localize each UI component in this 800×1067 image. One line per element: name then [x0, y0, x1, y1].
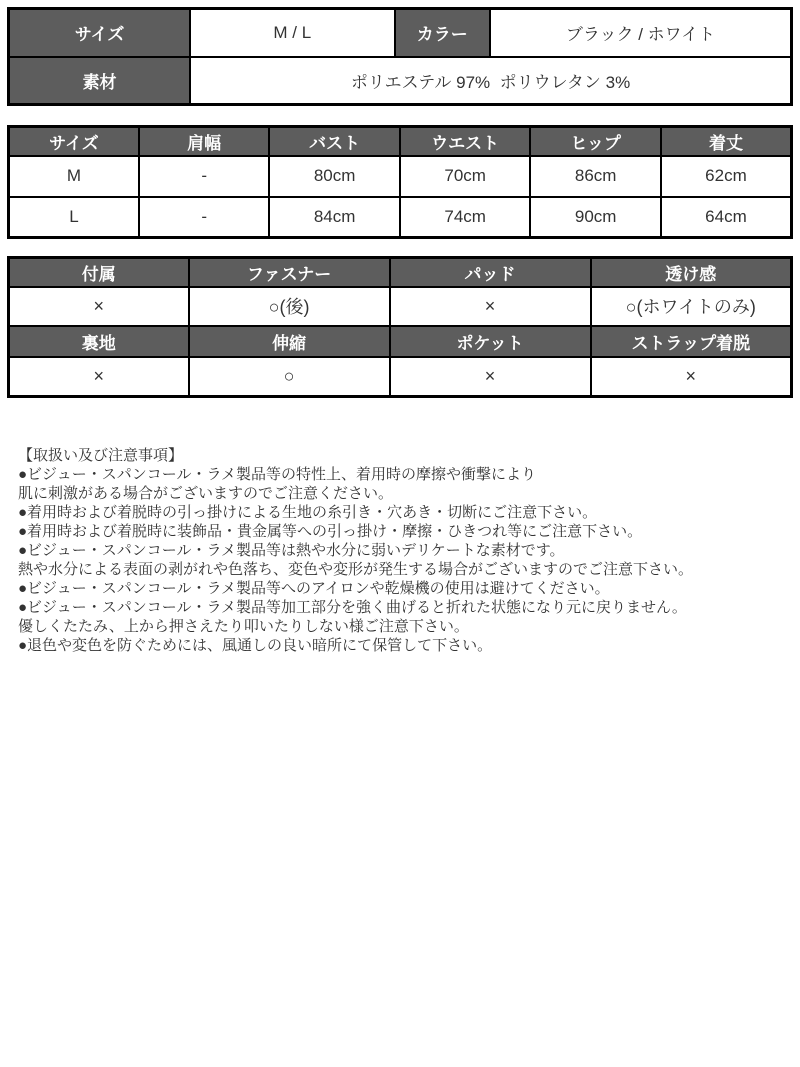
feature-lining-header: 裏地 — [9, 326, 189, 357]
spec-size-value: M / L — [190, 9, 394, 57]
care-notes-title: 【取扱い及び注意事項】 — [18, 447, 184, 464]
size-chart-col-waist: ウエスト — [400, 127, 531, 156]
size-m-waist: 70cm — [400, 156, 531, 197]
feature-lining-value: × — [9, 357, 189, 397]
feature-pad-header: パッド — [390, 258, 591, 287]
care-note-line: ●ビジュー・スパンコール・ラメ製品等へのアイロンや乾燥機の使用は避けてください。 — [18, 580, 610, 597]
care-note-line: ●ビジュー・スパンコール・ラメ製品等加工部分を強く曲げると折れた状態になり元に戻りません。 — [18, 599, 687, 616]
size-m-bust: 80cm — [269, 156, 400, 197]
spec-color-value: ブラック / ホワイト — [490, 9, 791, 57]
spec-sheet — [7, 7, 793, 655]
spec-material-value: ポリエステル 97% ポリウレタン 3% — [190, 57, 791, 105]
feature-pocket-header: ポケット — [390, 326, 591, 357]
feature-stretch-header: 伸縮 — [189, 326, 390, 357]
care-note-line: ●ビジュー・スパンコール・ラメ製品等の特性上、着用時の摩擦や衝撃により — [18, 466, 537, 483]
feature-zipper-header: ファスナー — [189, 258, 390, 287]
care-note-line: ●着用時および着脱時に装飾品・貴金属等への引っ掛け・摩擦・ひきつれ等にご注意下さい。 — [18, 523, 643, 540]
feature-attachment-header: 付属 — [9, 258, 189, 287]
size-m-size: M — [9, 156, 139, 197]
feature-zipper-value: ○(後) — [189, 287, 390, 326]
spec-color-label: カラー — [395, 9, 491, 57]
size-m-shoulder: - — [139, 156, 269, 197]
size-m-length: 62cm — [661, 156, 792, 197]
feature-stretch-value: ○ — [189, 357, 390, 397]
feature-sheerness-value: ○(ホワイトのみ) — [591, 287, 792, 326]
care-note-line: ●着用時および着脱時の引っ掛けによる生地の糸引き・穴あき・切断にご注意下さい。 — [18, 504, 598, 521]
size-chart-col-size: サイズ — [9, 127, 139, 156]
feature-strap-header: ストラップ着脱 — [591, 326, 792, 357]
size-chart-col-bust: バスト — [269, 127, 400, 156]
size-m-hip: 86cm — [530, 156, 661, 197]
size-chart-col-length: 着丈 — [661, 127, 792, 156]
spec-material-label: 素材 — [9, 57, 191, 105]
feature-strap-value: × — [591, 357, 792, 397]
size-l-length: 64cm — [661, 197, 792, 238]
size-chart-col-hip: ヒップ — [530, 127, 661, 156]
care-note-line: ●ビジュー・スパンコール・ラメ製品等は熱や水分に弱いデリケートな素材です。 — [18, 542, 565, 559]
feature-pocket-value: × — [390, 357, 591, 397]
size-l-shoulder: - — [139, 197, 269, 238]
care-notes — [18, 446, 783, 655]
care-note-line: ●退色や変色を防ぐためには、風通しの良い暗所にて保管して下さい。 — [18, 637, 493, 654]
features-table — [7, 256, 793, 398]
size-l-hip: 90cm — [530, 197, 661, 238]
size-chart-row-m — [9, 156, 792, 197]
care-note-line: 肌に刺激がある場合がございますのでご注意ください。 — [18, 485, 394, 502]
size-chart-col-shoulder: 肩幅 — [139, 127, 269, 156]
spec-size-label: サイズ — [9, 9, 191, 57]
feature-sheerness-header: 透け感 — [591, 258, 792, 287]
size-chart-table — [7, 125, 793, 239]
feature-attachment-value: × — [9, 287, 189, 326]
size-l-bust: 84cm — [269, 197, 400, 238]
size-l-waist: 74cm — [400, 197, 531, 238]
size-chart-row-l — [9, 197, 792, 238]
care-note-line: 熱や水分による表面の剥がれや色落ち、変色や変形が発生する場合がございますのでご注意下さい。 — [18, 561, 694, 578]
size-l-size: L — [9, 197, 139, 238]
care-note-line: 優しくたたみ、上から押さえたり叩いたりしない様ご注意下さい。 — [18, 618, 469, 635]
spec-table — [7, 7, 793, 106]
feature-pad-value: × — [390, 287, 591, 326]
